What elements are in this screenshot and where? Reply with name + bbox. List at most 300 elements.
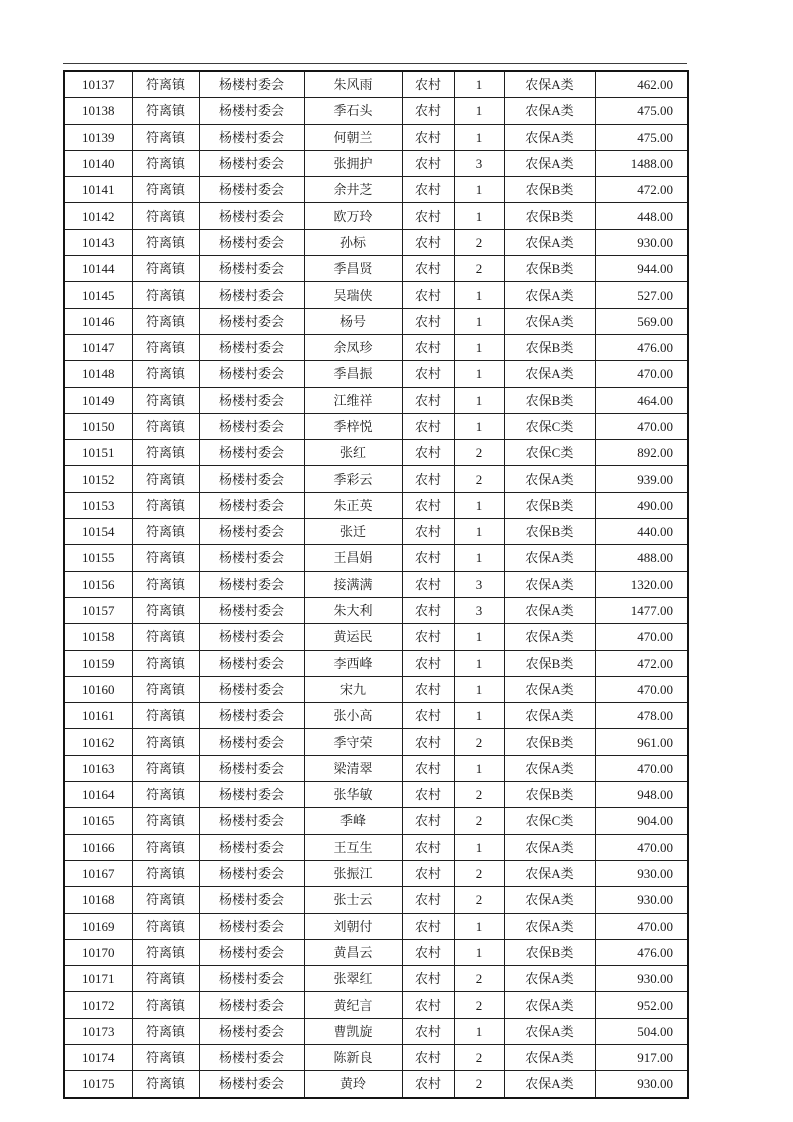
cell-person-name: 季守荣	[304, 729, 402, 755]
cell-village: 杨楼村委会	[199, 650, 304, 676]
cell-person-count: 1	[454, 177, 504, 203]
cell-person-count: 1	[454, 913, 504, 939]
cell-village: 杨楼村委会	[199, 597, 304, 623]
cell-town: 符离镇	[132, 361, 199, 387]
cell-insurance-category: 农保B类	[504, 256, 595, 282]
cell-serial: 10162	[64, 729, 132, 755]
cell-person-name: 何朝兰	[304, 124, 402, 150]
table-row	[64, 334, 688, 360]
cell-person-count: 1	[454, 519, 504, 545]
table-row	[64, 966, 688, 992]
cell-serial: 10139	[64, 124, 132, 150]
cell-serial: 10144	[64, 256, 132, 282]
cell-residence-type: 农村	[402, 650, 454, 676]
cell-town: 符离镇	[132, 545, 199, 571]
cell-town: 符离镇	[132, 440, 199, 466]
cell-person-count: 1	[454, 387, 504, 413]
cell-insurance-category: 农保A类	[504, 545, 595, 571]
cell-amount: 904.00	[595, 808, 688, 834]
cell-village: 杨楼村委会	[199, 676, 304, 702]
cell-person-count: 1	[454, 939, 504, 965]
cell-residence-type: 农村	[402, 413, 454, 439]
table-row	[64, 1044, 688, 1070]
cell-amount: 961.00	[595, 729, 688, 755]
cell-town: 符离镇	[132, 597, 199, 623]
cell-serial: 10149	[64, 387, 132, 413]
table-row	[64, 71, 688, 98]
cell-village: 杨楼村委会	[199, 939, 304, 965]
cell-residence-type: 农村	[402, 939, 454, 965]
cell-residence-type: 农村	[402, 782, 454, 808]
cell-person-name: 张翠红	[304, 966, 402, 992]
cell-amount: 504.00	[595, 1018, 688, 1044]
cell-person-name: 吴瑞侠	[304, 282, 402, 308]
cell-person-name: 黄玲	[304, 1071, 402, 1098]
table-row	[64, 755, 688, 781]
cell-town: 符离镇	[132, 150, 199, 176]
cell-person-name: 朱大利	[304, 597, 402, 623]
table-row	[64, 282, 688, 308]
cell-person-name: 孙标	[304, 229, 402, 255]
cell-person-count: 2	[454, 966, 504, 992]
cell-amount: 475.00	[595, 124, 688, 150]
cell-town: 符离镇	[132, 413, 199, 439]
cell-town: 符离镇	[132, 229, 199, 255]
cell-person-count: 1	[454, 334, 504, 360]
cell-insurance-category: 农保A类	[504, 466, 595, 492]
cell-person-name: 曹凯旋	[304, 1018, 402, 1044]
cell-residence-type: 农村	[402, 519, 454, 545]
cell-amount: 930.00	[595, 887, 688, 913]
cell-person-count: 1	[454, 676, 504, 702]
cell-amount: 472.00	[595, 177, 688, 203]
cell-residence-type: 农村	[402, 624, 454, 650]
cell-amount: 527.00	[595, 282, 688, 308]
cell-residence-type: 农村	[402, 966, 454, 992]
cell-village: 杨楼村委会	[199, 782, 304, 808]
cell-person-count: 1	[454, 492, 504, 518]
cell-person-count: 2	[454, 808, 504, 834]
table-row	[64, 124, 688, 150]
cell-serial: 10154	[64, 519, 132, 545]
cell-residence-type: 农村	[402, 124, 454, 150]
cell-village: 杨楼村委会	[199, 334, 304, 360]
cell-person-count: 1	[454, 98, 504, 124]
cell-insurance-category: 农保A类	[504, 755, 595, 781]
cell-village: 杨楼村委会	[199, 860, 304, 886]
cell-amount: 1320.00	[595, 571, 688, 597]
cell-serial: 10138	[64, 98, 132, 124]
cell-amount: 490.00	[595, 492, 688, 518]
cell-amount: 476.00	[595, 334, 688, 360]
cell-serial: 10161	[64, 703, 132, 729]
cell-village: 杨楼村委会	[199, 282, 304, 308]
cell-person-count: 2	[454, 1071, 504, 1098]
cell-insurance-category: 农保A类	[504, 703, 595, 729]
cell-residence-type: 农村	[402, 256, 454, 282]
cell-amount: 892.00	[595, 440, 688, 466]
cell-amount: 464.00	[595, 387, 688, 413]
cell-person-name: 王昌娟	[304, 545, 402, 571]
cell-serial: 10174	[64, 1044, 132, 1070]
cell-person-name: 张小高	[304, 703, 402, 729]
cell-person-name: 梁清翠	[304, 755, 402, 781]
table-row	[64, 1018, 688, 1044]
cell-insurance-category: 农保C类	[504, 413, 595, 439]
cell-person-count: 1	[454, 545, 504, 571]
cell-serial: 10145	[64, 282, 132, 308]
cell-person-count: 2	[454, 782, 504, 808]
table-row	[64, 466, 688, 492]
cell-residence-type: 农村	[402, 203, 454, 229]
cell-person-count: 1	[454, 624, 504, 650]
cell-serial: 10150	[64, 413, 132, 439]
cell-insurance-category: 农保A类	[504, 571, 595, 597]
page-top-rule	[63, 63, 687, 64]
cell-town: 符离镇	[132, 703, 199, 729]
cell-village: 杨楼村委会	[199, 966, 304, 992]
cell-residence-type: 农村	[402, 992, 454, 1018]
table-row	[64, 308, 688, 334]
cell-insurance-category: 农保B类	[504, 177, 595, 203]
cell-insurance-category: 农保B类	[504, 387, 595, 413]
table-row	[64, 703, 688, 729]
cell-town: 符离镇	[132, 282, 199, 308]
cell-residence-type: 农村	[402, 860, 454, 886]
cell-amount: 476.00	[595, 939, 688, 965]
cell-person-name: 张士云	[304, 887, 402, 913]
cell-person-name: 季昌振	[304, 361, 402, 387]
cell-person-name: 陈新良	[304, 1044, 402, 1070]
cell-person-name: 接满满	[304, 571, 402, 597]
cell-town: 符离镇	[132, 939, 199, 965]
cell-town: 符离镇	[132, 256, 199, 282]
cell-person-count: 1	[454, 703, 504, 729]
cell-serial: 10153	[64, 492, 132, 518]
cell-village: 杨楼村委会	[199, 124, 304, 150]
cell-person-name: 宋九	[304, 676, 402, 702]
cell-residence-type: 农村	[402, 808, 454, 834]
cell-serial: 10166	[64, 834, 132, 860]
cell-insurance-category: 农保A类	[504, 98, 595, 124]
cell-village: 杨楼村委会	[199, 755, 304, 781]
cell-village: 杨楼村委会	[199, 98, 304, 124]
cell-person-count: 3	[454, 571, 504, 597]
cell-person-name: 张拥护	[304, 150, 402, 176]
cell-serial: 10137	[64, 71, 132, 98]
cell-town: 符离镇	[132, 308, 199, 334]
table-row	[64, 492, 688, 518]
cell-insurance-category: 农保A类	[504, 624, 595, 650]
cell-residence-type: 农村	[402, 913, 454, 939]
cell-person-count: 1	[454, 1018, 504, 1044]
cell-town: 符离镇	[132, 387, 199, 413]
cell-amount: 930.00	[595, 229, 688, 255]
cell-amount: 488.00	[595, 545, 688, 571]
cell-amount: 930.00	[595, 860, 688, 886]
table-row	[64, 913, 688, 939]
cell-town: 符离镇	[132, 203, 199, 229]
cell-village: 杨楼村委会	[199, 703, 304, 729]
cell-residence-type: 农村	[402, 1018, 454, 1044]
cell-serial: 10159	[64, 650, 132, 676]
table-row	[64, 860, 688, 886]
cell-amount: 478.00	[595, 703, 688, 729]
cell-serial: 10146	[64, 308, 132, 334]
cell-residence-type: 农村	[402, 492, 454, 518]
cell-town: 符离镇	[132, 1071, 199, 1098]
table-row	[64, 1071, 688, 1098]
cell-person-name: 黄运民	[304, 624, 402, 650]
cell-town: 符离镇	[132, 808, 199, 834]
cell-residence-type: 农村	[402, 282, 454, 308]
cell-village: 杨楼村委会	[199, 150, 304, 176]
cell-insurance-category: 农保A类	[504, 229, 595, 255]
cell-town: 符离镇	[132, 834, 199, 860]
table-row	[64, 834, 688, 860]
cell-residence-type: 农村	[402, 597, 454, 623]
table-row	[64, 650, 688, 676]
cell-insurance-category: 农保B类	[504, 492, 595, 518]
cell-insurance-category: 农保B类	[504, 939, 595, 965]
cell-insurance-category: 农保A类	[504, 887, 595, 913]
table-row	[64, 413, 688, 439]
cell-person-count: 2	[454, 729, 504, 755]
table-row	[64, 808, 688, 834]
table-row	[64, 887, 688, 913]
cell-village: 杨楼村委会	[199, 361, 304, 387]
table-row	[64, 545, 688, 571]
cell-person-name: 季石头	[304, 98, 402, 124]
cell-person-count: 2	[454, 887, 504, 913]
cell-insurance-category: 农保A类	[504, 150, 595, 176]
cell-village: 杨楼村委会	[199, 992, 304, 1018]
cell-person-name: 朱正英	[304, 492, 402, 518]
cell-town: 符离镇	[132, 1044, 199, 1070]
cell-insurance-category: 农保A类	[504, 282, 595, 308]
cell-serial: 10158	[64, 624, 132, 650]
cell-amount: 470.00	[595, 413, 688, 439]
cell-residence-type: 农村	[402, 150, 454, 176]
cell-person-name: 杨号	[304, 308, 402, 334]
table-row	[64, 624, 688, 650]
cell-person-count: 1	[454, 413, 504, 439]
cell-residence-type: 农村	[402, 334, 454, 360]
cell-serial: 10173	[64, 1018, 132, 1044]
cell-insurance-category: 农保A类	[504, 1044, 595, 1070]
cell-residence-type: 农村	[402, 308, 454, 334]
cell-village: 杨楼村委会	[199, 545, 304, 571]
cell-serial: 10152	[64, 466, 132, 492]
cell-person-count: 3	[454, 150, 504, 176]
table-row	[64, 361, 688, 387]
cell-insurance-category: 农保A类	[504, 361, 595, 387]
cell-residence-type: 农村	[402, 361, 454, 387]
cell-insurance-category: 农保A类	[504, 1018, 595, 1044]
cell-serial: 10171	[64, 966, 132, 992]
cell-serial: 10142	[64, 203, 132, 229]
cell-residence-type: 农村	[402, 387, 454, 413]
cell-town: 符离镇	[132, 124, 199, 150]
cell-village: 杨楼村委会	[199, 203, 304, 229]
table-row	[64, 571, 688, 597]
table-row	[64, 98, 688, 124]
cell-insurance-category: 农保A类	[504, 676, 595, 702]
cell-residence-type: 农村	[402, 229, 454, 255]
table-row	[64, 256, 688, 282]
cell-insurance-category: 农保A类	[504, 992, 595, 1018]
cell-town: 符离镇	[132, 676, 199, 702]
cell-village: 杨楼村委会	[199, 1044, 304, 1070]
cell-village: 杨楼村委会	[199, 466, 304, 492]
cell-person-name: 江维祥	[304, 387, 402, 413]
cell-town: 符离镇	[132, 519, 199, 545]
cell-town: 符离镇	[132, 492, 199, 518]
table-row	[64, 597, 688, 623]
cell-serial: 10163	[64, 755, 132, 781]
cell-amount: 917.00	[595, 1044, 688, 1070]
cell-village: 杨楼村委会	[199, 229, 304, 255]
cell-serial: 10165	[64, 808, 132, 834]
cell-residence-type: 农村	[402, 440, 454, 466]
insurance-roster-table	[63, 70, 689, 1099]
cell-town: 符离镇	[132, 571, 199, 597]
cell-village: 杨楼村委会	[199, 177, 304, 203]
cell-serial: 10172	[64, 992, 132, 1018]
table-row	[64, 939, 688, 965]
cell-insurance-category: 农保B类	[504, 650, 595, 676]
cell-person-count: 2	[454, 256, 504, 282]
cell-person-name: 季昌贤	[304, 256, 402, 282]
cell-person-name: 季彩云	[304, 466, 402, 492]
cell-town: 符离镇	[132, 729, 199, 755]
cell-person-name: 张振江	[304, 860, 402, 886]
table-row	[64, 229, 688, 255]
cell-village: 杨楼村委会	[199, 1018, 304, 1044]
cell-village: 杨楼村委会	[199, 1071, 304, 1098]
cell-serial: 10167	[64, 860, 132, 886]
cell-serial: 10155	[64, 545, 132, 571]
table-row	[64, 519, 688, 545]
cell-amount: 470.00	[595, 624, 688, 650]
cell-serial: 10141	[64, 177, 132, 203]
cell-residence-type: 农村	[402, 571, 454, 597]
table-row	[64, 440, 688, 466]
cell-amount: 952.00	[595, 992, 688, 1018]
cell-insurance-category: 农保A类	[504, 1071, 595, 1098]
cell-serial: 10143	[64, 229, 132, 255]
cell-residence-type: 农村	[402, 98, 454, 124]
cell-person-count: 2	[454, 440, 504, 466]
cell-insurance-category: 农保A类	[504, 913, 595, 939]
cell-town: 符离镇	[132, 992, 199, 1018]
cell-person-count: 1	[454, 71, 504, 98]
cell-person-count: 1	[454, 361, 504, 387]
cell-town: 符离镇	[132, 887, 199, 913]
cell-amount: 1488.00	[595, 150, 688, 176]
cell-insurance-category: 农保B类	[504, 334, 595, 360]
cell-insurance-category: 农保A类	[504, 966, 595, 992]
cell-person-name: 余井芝	[304, 177, 402, 203]
cell-insurance-category: 农保B类	[504, 519, 595, 545]
cell-village: 杨楼村委会	[199, 887, 304, 913]
cell-person-count: 2	[454, 992, 504, 1018]
cell-serial: 10140	[64, 150, 132, 176]
cell-person-count: 1	[454, 650, 504, 676]
cell-village: 杨楼村委会	[199, 834, 304, 860]
cell-person-name: 朱风雨	[304, 71, 402, 98]
cell-residence-type: 农村	[402, 177, 454, 203]
cell-amount: 470.00	[595, 676, 688, 702]
cell-serial: 10156	[64, 571, 132, 597]
cell-residence-type: 农村	[402, 729, 454, 755]
cell-town: 符离镇	[132, 913, 199, 939]
cell-person-name: 张迁	[304, 519, 402, 545]
cell-serial: 10148	[64, 361, 132, 387]
cell-person-count: 2	[454, 466, 504, 492]
cell-amount: 930.00	[595, 1071, 688, 1098]
cell-person-name: 欧万玲	[304, 203, 402, 229]
cell-person-count: 1	[454, 755, 504, 781]
cell-person-name: 刘朝付	[304, 913, 402, 939]
table-row	[64, 150, 688, 176]
cell-person-count: 1	[454, 834, 504, 860]
cell-insurance-category: 农保B类	[504, 782, 595, 808]
cell-town: 符离镇	[132, 650, 199, 676]
cell-person-count: 1	[454, 308, 504, 334]
cell-insurance-category: 农保A类	[504, 124, 595, 150]
cell-person-count: 2	[454, 229, 504, 255]
cell-person-name: 黄昌云	[304, 939, 402, 965]
cell-residence-type: 农村	[402, 755, 454, 781]
cell-serial: 10170	[64, 939, 132, 965]
table-row	[64, 729, 688, 755]
cell-insurance-category: 农保C类	[504, 808, 595, 834]
cell-amount: 470.00	[595, 834, 688, 860]
cell-town: 符离镇	[132, 1018, 199, 1044]
cell-amount: 470.00	[595, 913, 688, 939]
cell-serial: 10157	[64, 597, 132, 623]
cell-residence-type: 农村	[402, 887, 454, 913]
table-row	[64, 387, 688, 413]
cell-residence-type: 农村	[402, 1071, 454, 1098]
table-body	[64, 71, 688, 1098]
cell-person-name: 张红	[304, 440, 402, 466]
cell-village: 杨楼村委会	[199, 492, 304, 518]
cell-residence-type: 农村	[402, 834, 454, 860]
cell-serial: 10169	[64, 913, 132, 939]
cell-person-name: 王互生	[304, 834, 402, 860]
cell-amount: 472.00	[595, 650, 688, 676]
cell-village: 杨楼村委会	[199, 729, 304, 755]
table-row	[64, 992, 688, 1018]
cell-person-name: 季峰	[304, 808, 402, 834]
cell-residence-type: 农村	[402, 676, 454, 702]
cell-village: 杨楼村委会	[199, 413, 304, 439]
cell-amount: 462.00	[595, 71, 688, 98]
cell-person-count: 1	[454, 203, 504, 229]
cell-village: 杨楼村委会	[199, 913, 304, 939]
cell-person-count: 2	[454, 1044, 504, 1070]
cell-person-count: 1	[454, 282, 504, 308]
cell-amount: 470.00	[595, 755, 688, 781]
table-row	[64, 676, 688, 702]
cell-town: 符离镇	[132, 466, 199, 492]
cell-village: 杨楼村委会	[199, 440, 304, 466]
cell-residence-type: 农村	[402, 466, 454, 492]
cell-town: 符离镇	[132, 98, 199, 124]
cell-serial: 10147	[64, 334, 132, 360]
